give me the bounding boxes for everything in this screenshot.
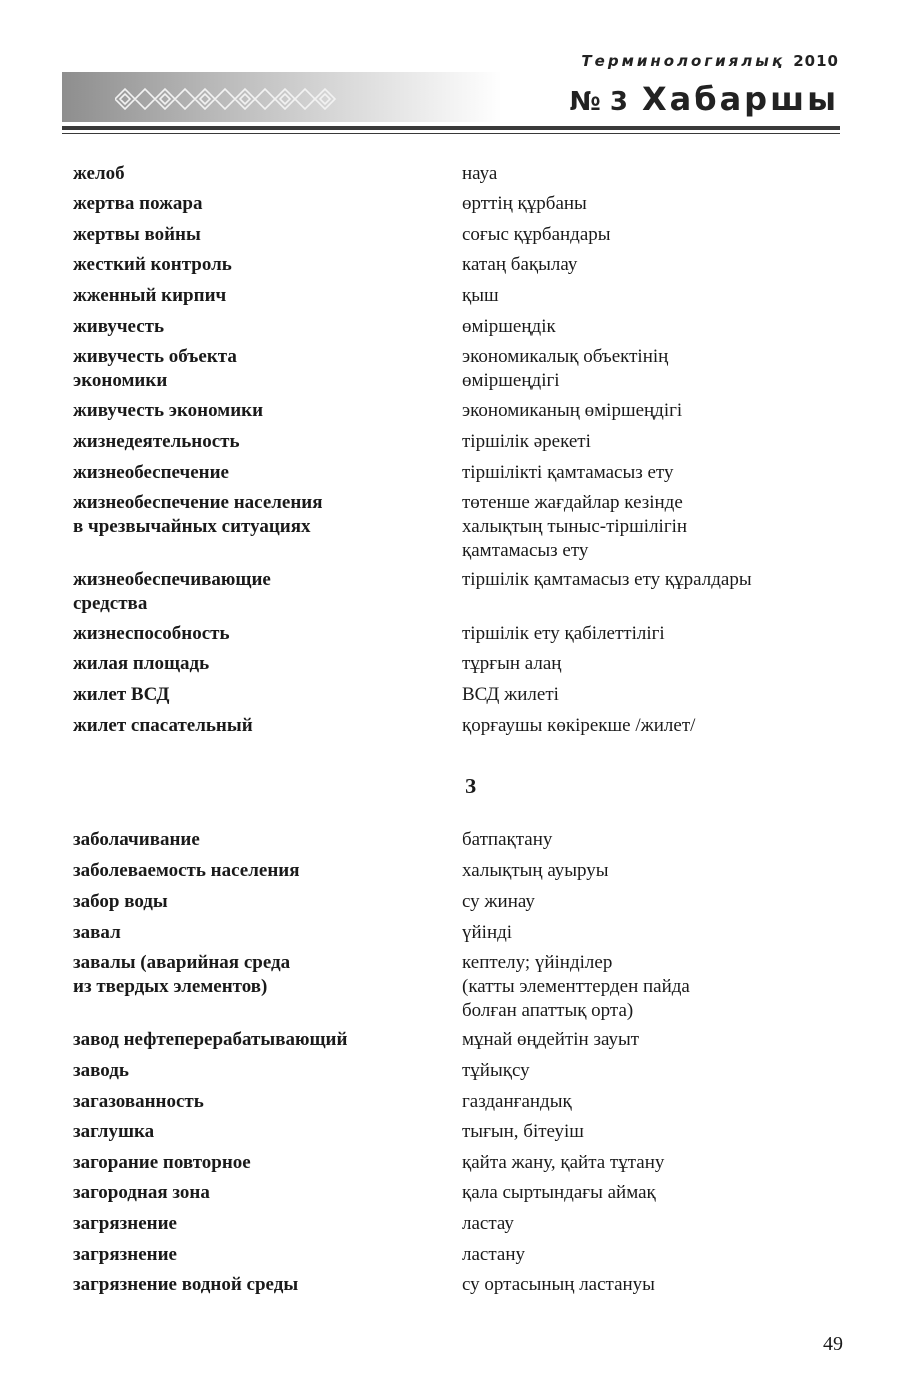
term-line: экономиканың өміршеңдігі bbox=[462, 400, 683, 421]
kazakh-term bbox=[462, 828, 862, 852]
term-line: үйінді bbox=[462, 922, 513, 943]
term-line: завал bbox=[73, 922, 121, 943]
term-line: жилет ВСД bbox=[73, 684, 170, 705]
kazakh-term bbox=[462, 345, 862, 393]
term-line: загорание повторное bbox=[73, 1152, 251, 1173]
kazakh-term bbox=[462, 951, 862, 1023]
russian-term bbox=[73, 491, 453, 539]
russian-term bbox=[73, 683, 453, 707]
russian-term bbox=[73, 1243, 453, 1267]
section-letter: З bbox=[465, 774, 477, 798]
term-line: живучесть bbox=[73, 316, 165, 337]
term-line: тіршілік қамтамасыз ету құралдары bbox=[462, 569, 752, 590]
russian-term bbox=[73, 652, 453, 676]
kazakh-term bbox=[462, 162, 862, 186]
term-line: завалы (аварийная среда bbox=[73, 952, 291, 973]
russian-term bbox=[73, 399, 453, 423]
term-line: тұйықсу bbox=[462, 1060, 530, 1081]
term-line: науа bbox=[462, 163, 498, 184]
kazakh-term bbox=[462, 1273, 862, 1297]
term-line: су жинау bbox=[462, 891, 535, 912]
kazakh-term bbox=[462, 315, 862, 339]
term-line: тіршілік ету қабілеттілігі bbox=[462, 623, 665, 644]
russian-term bbox=[73, 1273, 453, 1297]
term-line: болған апаттық орта) bbox=[462, 1000, 634, 1021]
term-line: катаң бақылау bbox=[462, 254, 578, 275]
kazakh-term bbox=[462, 284, 862, 308]
term-line: жизнеспособность bbox=[73, 623, 230, 644]
term-line: жженный кирпич bbox=[73, 285, 227, 306]
kazakh-term bbox=[462, 568, 862, 592]
kazakh-term bbox=[462, 714, 862, 738]
term-line: загрязнение bbox=[73, 1244, 177, 1265]
kazakh-term bbox=[462, 1120, 862, 1144]
term-line: загазованность bbox=[73, 1091, 204, 1112]
russian-term bbox=[73, 622, 453, 646]
term-line: завод нефтеперерабатывающий bbox=[73, 1029, 348, 1050]
kazakh-term bbox=[462, 859, 862, 883]
term-line: газданғандық bbox=[462, 1091, 572, 1112]
kazakh-term bbox=[462, 1151, 862, 1175]
russian-term bbox=[73, 1059, 453, 1083]
kazakh-term bbox=[462, 1059, 862, 1083]
term-line: мұнай өңдейтін зауыт bbox=[462, 1029, 640, 1050]
journal-year: 2010 bbox=[793, 52, 839, 70]
term-line: жизнеобеспечивающие bbox=[73, 569, 271, 590]
russian-term bbox=[73, 284, 453, 308]
term-line: жертва пожара bbox=[73, 193, 203, 214]
kazakh-term bbox=[462, 1028, 862, 1052]
term-line: халықтың ауыруы bbox=[462, 860, 609, 881]
kazakh-term bbox=[462, 399, 862, 423]
ornament-pattern bbox=[115, 85, 345, 113]
journal-title: Терминологиялық 2010 bbox=[581, 52, 839, 70]
page-number: 49 bbox=[823, 1333, 843, 1355]
term-line: живучесть объекта bbox=[73, 346, 237, 367]
russian-term bbox=[73, 1120, 453, 1144]
russian-term bbox=[73, 1028, 453, 1052]
term-line: забор воды bbox=[73, 891, 168, 912]
kazakh-term bbox=[462, 890, 862, 914]
kazakh-term bbox=[462, 652, 862, 676]
issue-number: № 3 bbox=[569, 87, 628, 117]
russian-term bbox=[73, 162, 453, 186]
russian-term bbox=[73, 890, 453, 914]
term-line: живучесть экономики bbox=[73, 400, 264, 421]
russian-term bbox=[73, 192, 453, 216]
russian-term bbox=[73, 951, 453, 999]
russian-term bbox=[73, 828, 453, 852]
term-line: жизнедеятельность bbox=[73, 431, 240, 452]
term-line: жилет спасательный bbox=[73, 715, 253, 736]
term-line: тіршілікті қамтамасыз ету bbox=[462, 462, 674, 483]
kazakh-term bbox=[462, 1181, 862, 1205]
term-line: өміршеңдік bbox=[462, 316, 556, 337]
russian-term bbox=[73, 921, 453, 945]
term-line: тіршілік әрекеті bbox=[462, 431, 591, 452]
term-line: қыш bbox=[462, 285, 499, 306]
kazakh-term bbox=[462, 1090, 862, 1114]
term-line: из твердых элементов) bbox=[73, 976, 268, 997]
russian-term bbox=[73, 1181, 453, 1205]
term-line: заводь bbox=[73, 1060, 129, 1081]
term-line: загрязнение bbox=[73, 1213, 177, 1234]
russian-term bbox=[73, 859, 453, 883]
term-line: ластау bbox=[462, 1213, 514, 1234]
term-line: халықтың тыныс-тіршілігін bbox=[462, 516, 688, 537]
kazakh-term bbox=[462, 430, 862, 454]
header-rule-thin bbox=[62, 133, 840, 134]
russian-term bbox=[73, 1212, 453, 1236]
term-line: заболеваемость населения bbox=[73, 860, 300, 881]
term-line: кептелу; үйінділер bbox=[462, 952, 613, 973]
term-line: заглушка bbox=[73, 1121, 155, 1142]
term-line: батпақтану bbox=[462, 829, 553, 850]
term-line: желоб bbox=[73, 163, 125, 184]
kazakh-term bbox=[462, 253, 862, 277]
term-line: тұрғын алаң bbox=[462, 653, 562, 674]
kazakh-term bbox=[462, 1243, 862, 1267]
term-line: қамтамасыз ету bbox=[462, 540, 589, 561]
term-line: (катты элементтерден пайда bbox=[462, 976, 690, 997]
term-line: қорғаушы көкірекше /жилет/ bbox=[462, 715, 696, 736]
term-line: ВСД жилеті bbox=[462, 684, 559, 705]
term-line: жилая площадь bbox=[73, 653, 210, 674]
term-line: тығын, бітеуіш bbox=[462, 1121, 584, 1142]
header-rule bbox=[62, 126, 840, 130]
term-line: загрязнение водной среды bbox=[73, 1274, 299, 1295]
russian-term bbox=[73, 223, 453, 247]
term-line: қайта жану, қайта тұтану bbox=[462, 1152, 665, 1173]
russian-term bbox=[73, 461, 453, 485]
term-line: экономики bbox=[73, 370, 168, 391]
kazakh-term bbox=[462, 683, 862, 707]
term-line: в чрезвычайных ситуациях bbox=[73, 516, 311, 537]
term-line: өміршеңдігі bbox=[462, 370, 560, 391]
term-line: жесткий контроль bbox=[73, 254, 232, 275]
term-line: жизнеобеспечение bbox=[73, 462, 229, 483]
kazakh-term bbox=[462, 192, 862, 216]
bulletin-title: Хабаршы bbox=[641, 80, 839, 118]
term-line: соғыс құрбандары bbox=[462, 224, 611, 245]
term-line: заболачивание bbox=[73, 829, 200, 850]
russian-term bbox=[73, 714, 453, 738]
russian-term bbox=[73, 568, 453, 616]
russian-term bbox=[73, 253, 453, 277]
kazakh-term bbox=[462, 921, 862, 945]
kazakh-term bbox=[462, 491, 862, 563]
term-line: ластану bbox=[462, 1244, 525, 1265]
term-line: қала сыртындағы аймақ bbox=[462, 1182, 656, 1203]
term-line: өрттің құрбаны bbox=[462, 193, 587, 214]
kazakh-term bbox=[462, 223, 862, 247]
russian-term bbox=[73, 315, 453, 339]
russian-term bbox=[73, 430, 453, 454]
russian-term bbox=[73, 345, 453, 393]
term-line: су ортасының ластануы bbox=[462, 1274, 655, 1295]
term-line: средства bbox=[73, 593, 148, 614]
term-line: жизнеобеспечение населения bbox=[73, 492, 323, 513]
term-line: экономикалық объектінің bbox=[462, 346, 669, 367]
russian-term bbox=[73, 1090, 453, 1114]
issue-line bbox=[570, 80, 839, 118]
kazakh-term bbox=[462, 622, 862, 646]
term-line: загородная зона bbox=[73, 1182, 210, 1203]
kazakh-term bbox=[462, 461, 862, 485]
term-line: төтенше жағдайлар кезінде bbox=[462, 492, 683, 513]
kazakh-term bbox=[462, 1212, 862, 1236]
russian-term bbox=[73, 1151, 453, 1175]
term-line: жертвы войны bbox=[73, 224, 201, 245]
